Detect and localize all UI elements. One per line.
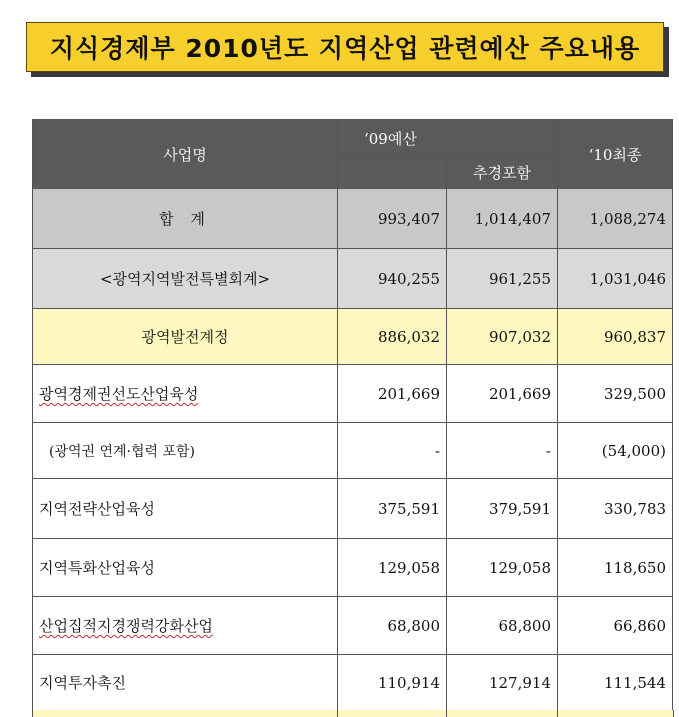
row-name: <광역지역발전특별회계> (33, 249, 338, 309)
row-value-2009-supp: 127,914 (447, 655, 558, 711)
table-row (33, 423, 673, 479)
row-value-2009-supp: - (447, 423, 558, 479)
row-value-2010: 66,860 (558, 597, 673, 655)
header-2010-final: ‘10최종 (558, 120, 673, 189)
row-name-text: 광역경제권선도산업육성 (39, 385, 199, 403)
row-name: 지역전략산업육성 (33, 479, 338, 539)
row-value-2009: - (338, 423, 447, 479)
row-value-2010: (54,000) (558, 423, 673, 479)
table-row (33, 655, 673, 711)
row-name-text: 산업집적지경쟁력강화산업 (39, 617, 213, 635)
row-value-2009-supp: 68,800 (447, 597, 558, 655)
header-supplementary: 추경포함 (447, 157, 558, 189)
next-row-strip (32, 710, 672, 717)
row-name: 지역투자촉진 (33, 655, 338, 711)
strip-cell (337, 710, 447, 717)
table-row-total (33, 189, 673, 249)
row-value-2009-supp: 201,669 (447, 365, 558, 423)
row-value-2009: 68,800 (338, 597, 447, 655)
table-row (33, 479, 673, 539)
budget-table (32, 119, 673, 711)
row-value-2010: 111,544 (558, 655, 673, 711)
row-value-2009: 993,407 (338, 189, 447, 249)
row-name: 합 계 (33, 189, 338, 249)
table-row-special-account (33, 249, 673, 309)
row-value-2009-supp: 961,255 (447, 249, 558, 309)
row-name: 광역발전계정 (33, 309, 338, 365)
row-value-2009: 201,669 (338, 365, 447, 423)
header-2009-blank (338, 157, 447, 189)
title-banner (26, 22, 664, 72)
header-project-name: 사업명 (33, 120, 338, 189)
row-value-2010: 329,500 (558, 365, 673, 423)
row-name (33, 597, 338, 655)
row-value-2009: 375,591 (338, 479, 447, 539)
row-name (33, 365, 338, 423)
table-row (33, 597, 673, 655)
row-value-2009-supp: 129,058 (447, 539, 558, 597)
row-name: (광역권 연계·협력 포함) (33, 423, 338, 479)
table-row-regional-account (33, 309, 673, 365)
strip-cell (32, 710, 338, 717)
row-value-2009-supp: 1,014,407 (447, 189, 558, 249)
row-name: 지역특화산업육성 (33, 539, 338, 597)
row-value-2009-supp: 379,591 (447, 479, 558, 539)
row-value-2010: 1,031,046 (558, 249, 673, 309)
table-row (33, 539, 673, 597)
strip-cell (557, 710, 674, 717)
row-value-2010: 960,837 (558, 309, 673, 365)
row-value-2010: 330,783 (558, 479, 673, 539)
row-value-2009: 886,032 (338, 309, 447, 365)
row-value-2009-supp: 907,032 (447, 309, 558, 365)
row-value-2009: 129,058 (338, 539, 447, 597)
row-value-2010: 1,088,274 (558, 189, 673, 249)
row-value-2009: 940,255 (338, 249, 447, 309)
strip-cell (446, 710, 558, 717)
header-2009-budget: ‘09예산 (338, 120, 558, 157)
row-value-2010: 118,650 (558, 539, 673, 597)
table-header-row (33, 120, 673, 157)
row-value-2009: 110,914 (338, 655, 447, 711)
table-row (33, 365, 673, 423)
page-title: 지식경제부 2010년도 지역산업 관련예산 주요내용 (49, 34, 641, 63)
